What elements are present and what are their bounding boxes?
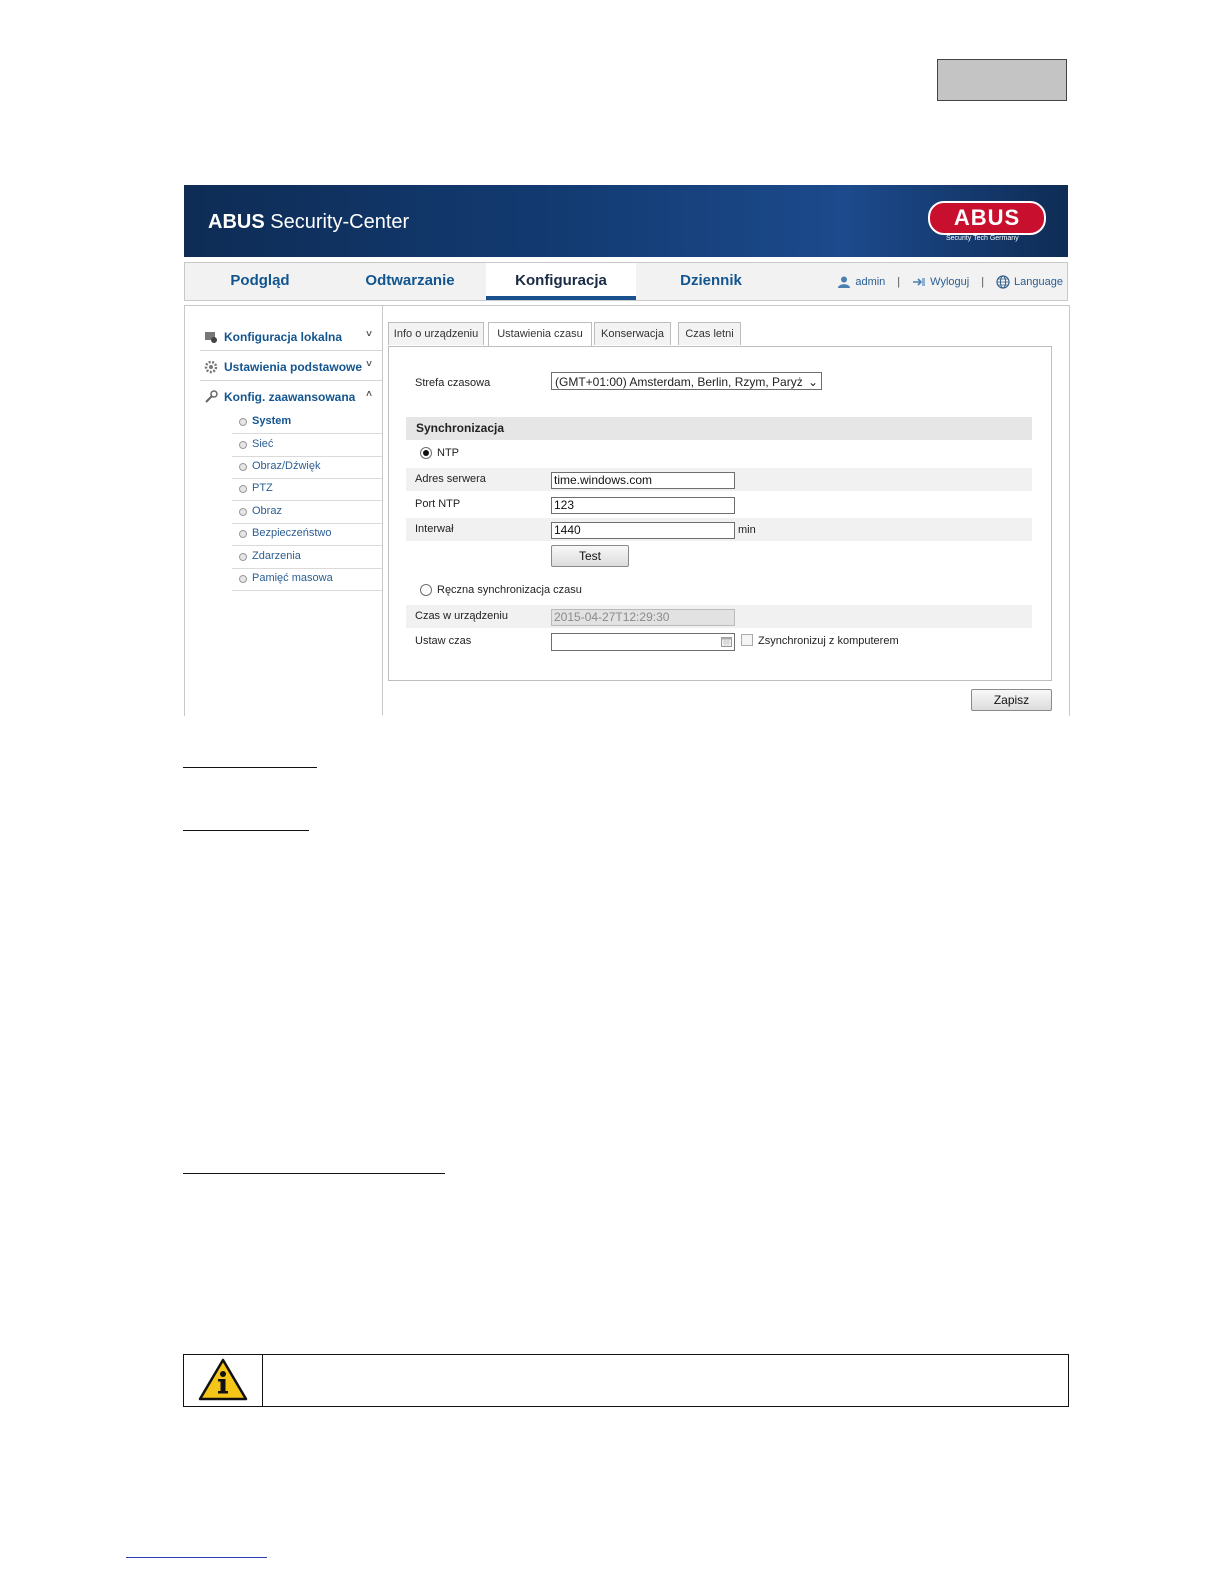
app-banner: [184, 185, 1068, 257]
sidebar-item-ptz[interactable]: [232, 478, 382, 501]
bullet-icon: [239, 530, 247, 538]
logout-label: Wyloguj: [930, 275, 970, 288]
abus-logo: [928, 201, 1046, 241]
heading-underline: [183, 830, 309, 831]
footer-link-underline[interactable]: [126, 1557, 267, 1558]
set-time-label: Ustaw czas: [415, 635, 472, 647]
page-label-box: [937, 59, 1067, 101]
ntp-label: NTP: [437, 447, 459, 459]
bullet-icon: [239, 553, 247, 561]
logout-link[interactable]: [912, 275, 969, 289]
sync-heading: Synchronizacja: [406, 417, 1032, 440]
sidebar-item-system[interactable]: [232, 411, 382, 434]
server-label: Adres serwera: [415, 473, 486, 485]
sidebar-item-obraz-dzwiek[interactable]: [232, 456, 382, 479]
server-input[interactable]: time.windows.com: [551, 472, 735, 489]
language-label: Language: [1014, 275, 1063, 288]
sidebar-item-label: Pamięć masowa: [252, 572, 333, 584]
sidebar-item-label: Sieć: [252, 438, 274, 450]
heading-underline: [183, 767, 317, 768]
calendar-icon[interactable]: [721, 636, 732, 647]
bullet-icon: [239, 463, 247, 471]
test-button[interactable]: Test: [551, 545, 629, 567]
chevron-up-icon: ˄: [366, 389, 372, 400]
sidebar-item-obraz[interactable]: [232, 501, 382, 524]
user-name: admin: [855, 275, 886, 288]
monitor-gear-icon: [204, 330, 218, 344]
device-time-label: Czas w urządzeniu: [415, 610, 508, 622]
bullet-icon: [239, 508, 247, 516]
sidebar-section-advanced-config[interactable]: [200, 382, 382, 410]
separator: |: [897, 275, 901, 288]
sidebar-section-label: Konfiguracja lokalna: [224, 330, 343, 344]
subtab-device-info[interactable]: Info o urządzeniu: [388, 322, 484, 345]
timezone-select[interactable]: [551, 372, 822, 390]
sidebar-item-label: PTZ: [252, 482, 273, 494]
sidebar-item-zdarzenia[interactable]: [232, 546, 382, 569]
timezone-value: (GMT+01:00) Amsterdam, Berlin, Rzym, Paryż: [555, 375, 803, 389]
heading-underline: [183, 1173, 445, 1174]
tab-podglad[interactable]: Podgląd: [230, 272, 290, 289]
sidebar-section-local-config[interactable]: [200, 322, 382, 351]
separator: |: [981, 275, 985, 288]
manual-sync-radio[interactable]: [420, 584, 432, 596]
subtab-time-settings[interactable]: Ustawienia czasu: [488, 322, 592, 348]
sidebar-item-bezpieczenstwo[interactable]: [232, 523, 382, 546]
sidebar-item-label: Bezpieczeństwo: [252, 527, 332, 539]
globe-icon: [996, 275, 1010, 289]
logo-tagline: Security Tech Germany: [946, 235, 1019, 242]
bullet-icon: [239, 485, 247, 493]
tab-dziennik[interactable]: Dziennik: [680, 272, 742, 289]
bullet-icon: [239, 575, 247, 583]
sidebar-item-label: Obraz: [252, 505, 282, 517]
sidebar-section-label: Konfig. zaawansowana: [224, 390, 356, 404]
save-button[interactable]: Zapisz: [971, 689, 1052, 711]
timezone-label: Strefa czasowa: [415, 377, 491, 389]
wrench-icon: [204, 390, 218, 404]
sidebar-section-label: Ustawienia podstawowe: [224, 360, 363, 374]
language-link[interactable]: [996, 275, 1063, 289]
tab-konfiguracja[interactable]: Konfiguracja: [486, 263, 636, 300]
interval-unit: min: [738, 524, 756, 536]
device-time-field: 2015-04-27T12:29:30: [551, 609, 735, 626]
info-notice-box: [183, 1354, 1069, 1407]
chevron-down-icon: ˅: [366, 359, 372, 370]
bullet-icon: [239, 441, 247, 449]
subtab-maintenance[interactable]: Konserwacja: [594, 322, 671, 345]
chevron-down-icon: ⌄: [807, 375, 818, 389]
user-icon: [837, 275, 851, 289]
ntp-radio[interactable]: [420, 447, 432, 459]
notice-divider: [262, 1354, 263, 1407]
bullet-icon: [239, 418, 247, 426]
main-nav: [184, 262, 1068, 301]
manual-sync-label: Ręczna synchronizacja czasu: [437, 584, 582, 596]
sidebar-item-label: Zdarzenia: [252, 550, 301, 562]
sync-pc-label: Zsynchronizuj z komputerem: [758, 635, 899, 647]
logout-icon: [912, 275, 926, 289]
sidebar-divider: [382, 306, 383, 715]
logo-text: ABUS: [928, 201, 1046, 235]
interval-label: Interwał: [415, 523, 454, 535]
sidebar-item-label: System: [252, 415, 292, 427]
sidebar-section-basic-settings[interactable]: [200, 352, 382, 381]
sidebar-item-pamiec-masowa[interactable]: [232, 568, 382, 591]
warning-info-icon: [198, 1358, 248, 1402]
port-input[interactable]: 123: [551, 497, 735, 514]
port-label: Port NTP: [415, 498, 461, 510]
user-menu: [837, 263, 1063, 300]
subtab-dst[interactable]: Czas letni: [678, 322, 741, 345]
set-time-input[interactable]: [551, 633, 735, 651]
tab-odtwarzanie[interactable]: Odtwarzanie: [365, 272, 455, 289]
sidebar-item-siec[interactable]: [232, 434, 382, 457]
interval-input[interactable]: 1440: [551, 522, 735, 539]
gear-icon: [204, 360, 218, 374]
sync-pc-checkbox[interactable]: [741, 634, 753, 646]
app-title: ABUS Security-Center: [208, 211, 410, 233]
user-link[interactable]: [837, 275, 885, 289]
chevron-down-icon: ˅: [366, 329, 372, 340]
sidebar-item-label: Obraz/Dźwięk: [252, 460, 321, 472]
